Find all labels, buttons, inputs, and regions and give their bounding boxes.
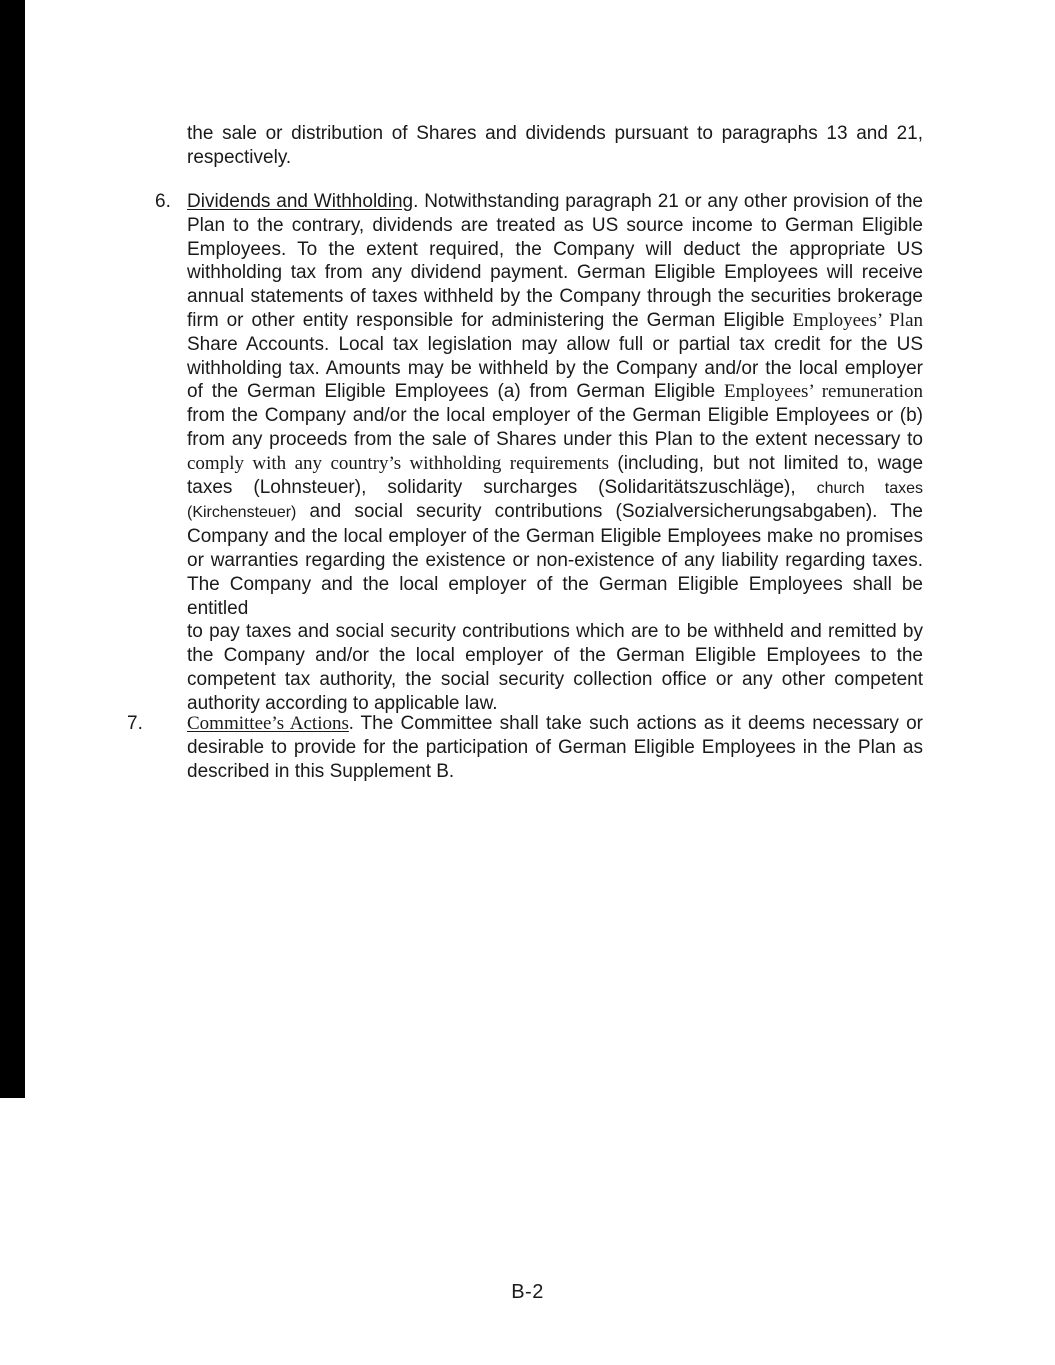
list-item-7	[127, 712, 923, 783]
page-number: B-2	[511, 1281, 544, 1303]
item-7-text: Committee’s Actions. The Committee shall take such actions as it deems necessary or desirable to provide for the participation of German Eligible Employees in the Plan as described in this Supplement B.	[187, 713, 923, 782]
item-number-7: 7.	[127, 713, 143, 734]
item-6-text: Dividends and Withholding. Notwithstanding paragraph 21 or any other provision of the Plan to the contrary, dividends are treated as US source income to German Eligible Employees. To the extent required, the Company will deduct the appropriate US withholding tax from any dividend payment. German Eligible Employees will receive annual statements of taxes withheld by the Company through the securities brokerage firm or other entity responsible for administering the German Eligible Employees’ Plan Share Accounts. Local tax legislation may allow full or partial tax credit for the US withholding tax. Amounts may be withheld by the Company and/or the local employer of the German Eligible Employees (a) from German Eligible Employees’ remuneration from the Company and/or the local employer of the German Eligible Employees or (b) from any proceeds from the sale of Shares under this Plan to the extent necessary to comply with any country’s withholding requirements (including, but not limited to, wage taxes (Lohnsteuer), solidarity surcharges (Solidaritätszuschläge), church taxes (Kirchensteuer) and social security contributions (Sozialversicherungsabgaben). The Company and the local employer of the German Eligible Employees make no promises or warranties regarding the existence or non-existence of any liability regarding taxes. The Company and the local employer of the German Eligible Employees shall be entitled to pay taxes and social security contributions which are to be withheld and remitted by the Company and/or the local employer of the German Eligible Employees to the competent tax authority, the social security collection office or any other competent authority according to applicable law.	[187, 191, 924, 714]
list-item-6	[155, 190, 924, 716]
item-number-6: 6.	[155, 191, 171, 212]
scan-artifact-bar	[0, 0, 25, 1098]
paragraph-continuation: the sale or distribution of Shares and dividends pursuant to paragraphs 13 and 21, respectively.	[187, 123, 923, 168]
